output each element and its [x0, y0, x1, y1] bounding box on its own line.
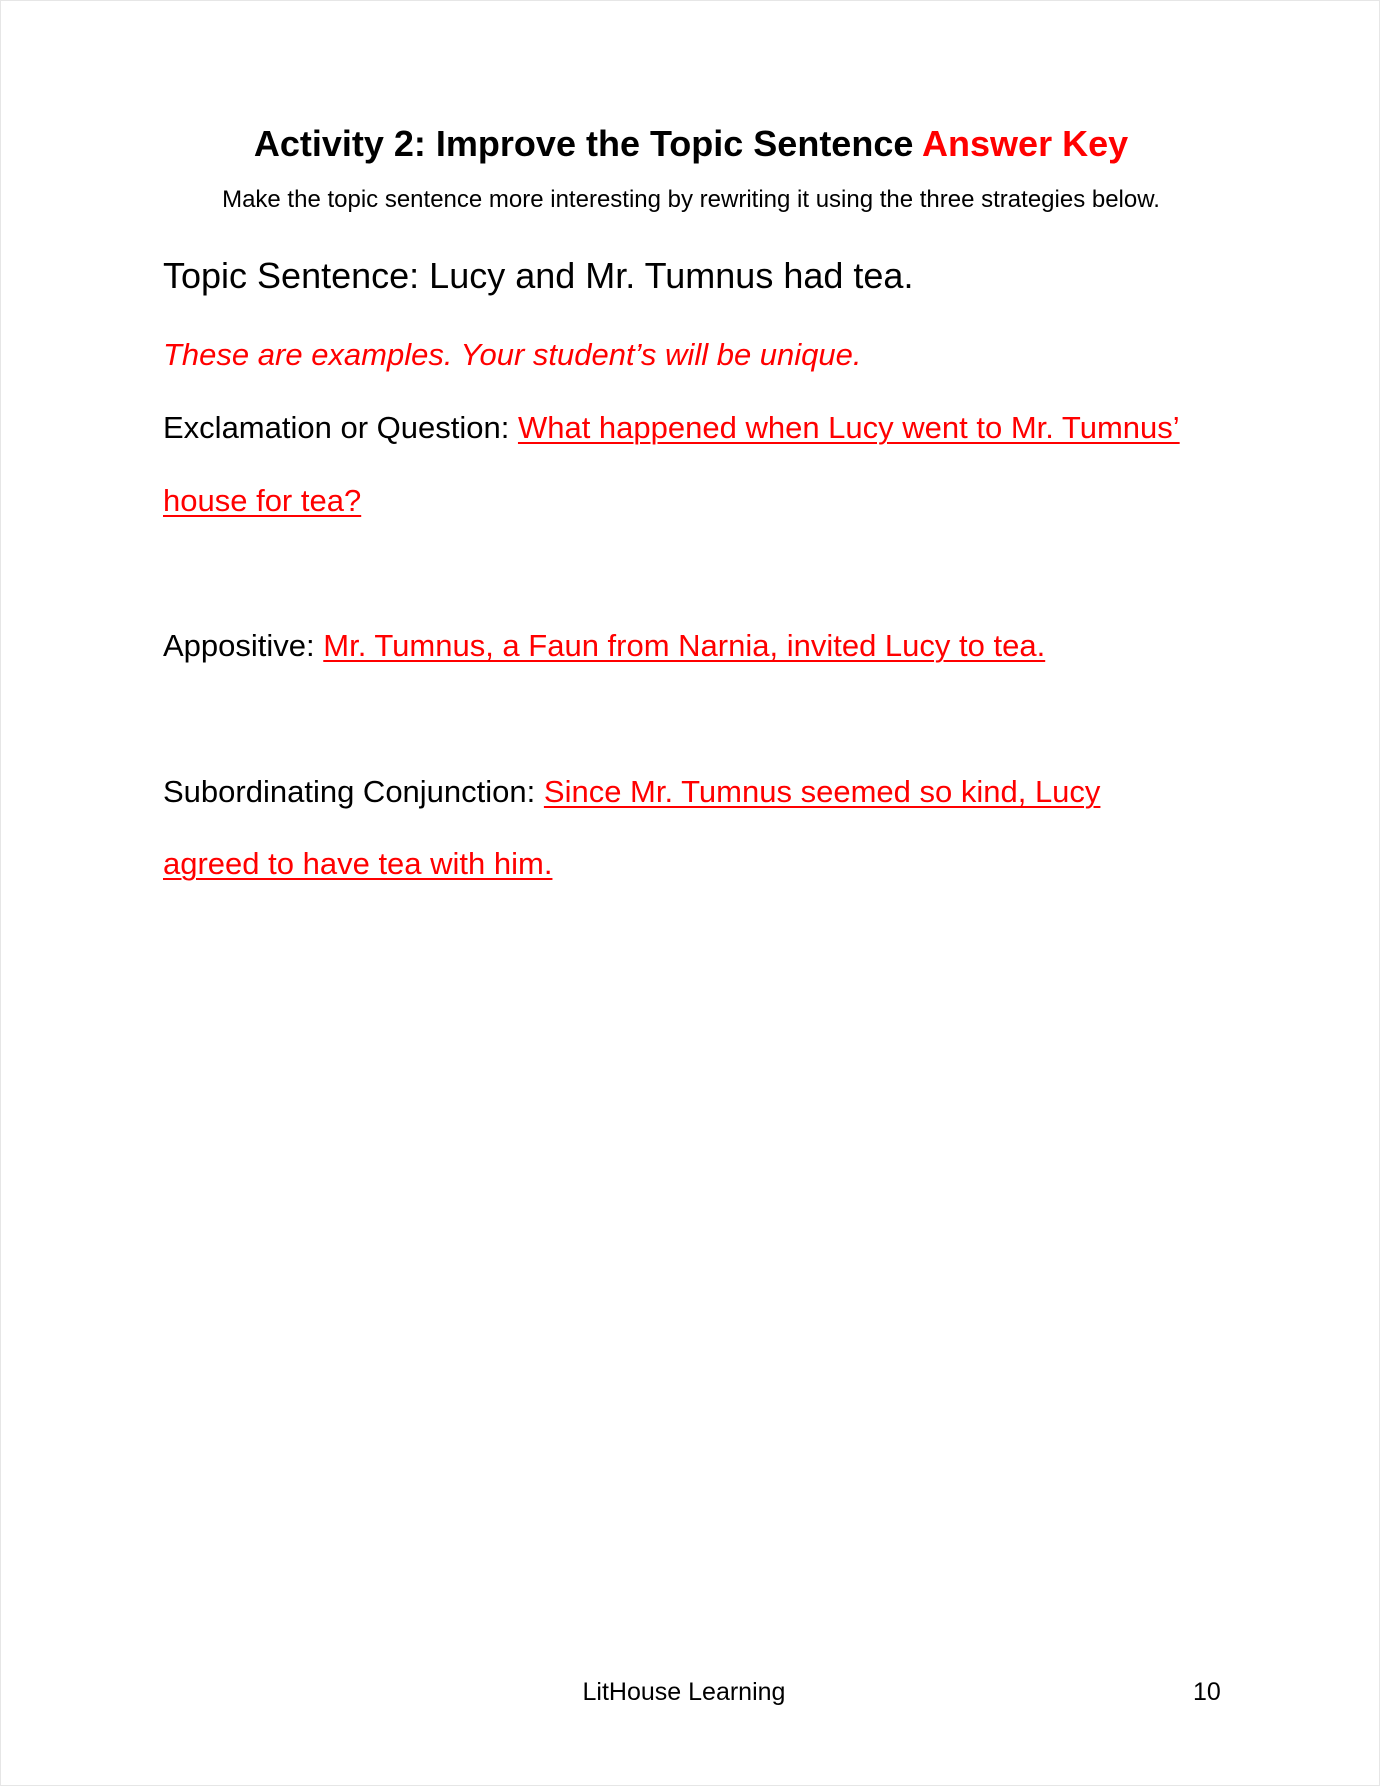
strategy-answer: agreed to have tea with him.	[163, 846, 553, 881]
title-main: Activity 2: Improve the Topic Sentence	[253, 123, 914, 164]
strategy-label: Subordinating Conjunction:	[163, 774, 536, 809]
strategy-answer: house for tea?	[163, 483, 362, 518]
example-note: These are examples. Your student’s will be unique.	[163, 337, 862, 372]
strategy-answer-continued	[163, 481, 361, 521]
strategy-label: Exclamation or Question:	[163, 410, 510, 445]
topic-sentence: Topic Sentence: Lucy and Mr. Tumnus had tea.	[163, 255, 914, 296]
strategy-answer: Mr. Tumnus, a Faun from Narnia, invited Lucy to tea.	[323, 628, 1046, 663]
instructions: Make the topic sentence more interesting by rewriting it using the three strategies below.	[222, 186, 1160, 213]
strategy-answer: What happened when Lucy went to Mr. Tumnus’	[517, 410, 1180, 445]
title-answer-key: Answer Key	[922, 123, 1129, 164]
strategy-subordinating-conjunction	[163, 772, 1100, 812]
strategy-exclamation-question	[163, 408, 1180, 448]
page-title	[1, 122, 1380, 166]
strategy-appositive	[163, 626, 1045, 666]
footer-publisher: LitHouse Learning	[582, 1678, 786, 1706]
page-number: 10	[1193, 1678, 1221, 1706]
strategy-answer: Since Mr. Tumnus seemed so kind, Lucy	[543, 774, 1101, 809]
strategy-answer-continued	[163, 844, 552, 884]
strategy-label: Appositive:	[163, 628, 315, 663]
